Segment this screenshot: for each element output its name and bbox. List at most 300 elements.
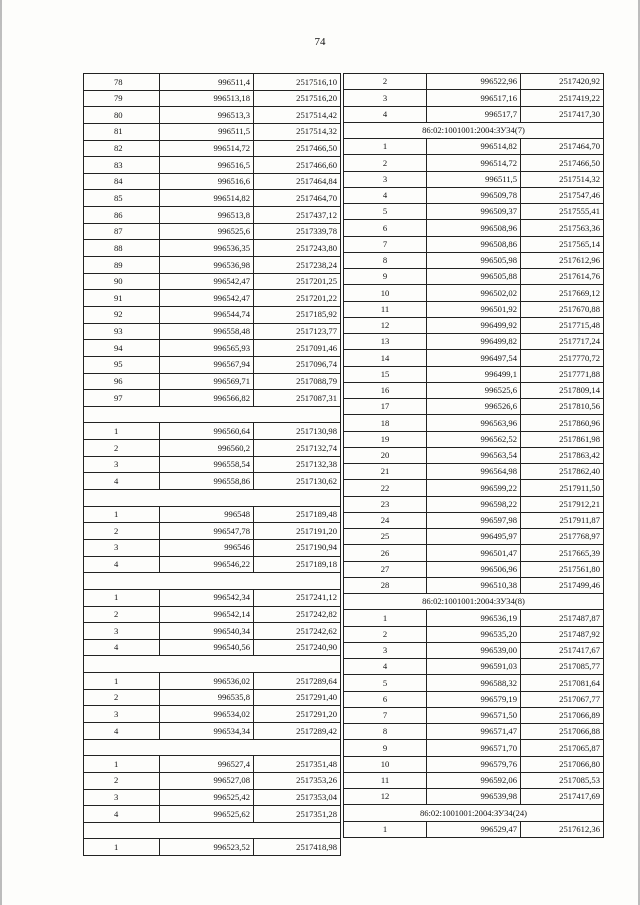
coordinate-row [84, 207, 341, 224]
coordinate-row [344, 772, 604, 788]
y-coordinate-cell: 2517242,82 [254, 606, 341, 623]
point-number-cell: 90 [84, 273, 160, 290]
y-coordinate-cell: 2517132,74 [254, 440, 341, 457]
section-header-row [344, 805, 604, 821]
y-coordinate-cell: 2517240,90 [254, 639, 341, 656]
y-coordinate-cell: 2517420,92 [521, 74, 604, 90]
point-number-cell: 8 [344, 724, 427, 740]
parcel-cadastral-number [84, 490, 341, 507]
coordinate-row [344, 675, 604, 691]
y-coordinate-cell: 2517670,88 [521, 301, 604, 317]
x-coordinate-cell: 996546 [160, 539, 254, 556]
point-number-cell: 81 [84, 123, 160, 140]
y-coordinate-cell: 2517487,92 [521, 626, 604, 642]
x-coordinate-cell: 996526,6 [427, 399, 521, 415]
point-number-cell: 86 [84, 207, 160, 224]
x-coordinate-cell: 996534,34 [160, 722, 254, 739]
point-number-cell: 10 [344, 285, 427, 301]
x-coordinate-cell: 996517,16 [427, 90, 521, 106]
x-coordinate-cell: 996579,19 [427, 691, 521, 707]
y-coordinate-cell: 2517096,74 [254, 356, 341, 373]
parcel-cadastral-number [84, 573, 341, 590]
coordinate-row [344, 269, 604, 285]
y-coordinate-cell: 2517353,26 [254, 772, 341, 789]
coordinate-row [344, 171, 604, 187]
section-header-row [344, 122, 604, 138]
point-number-cell: 94 [84, 340, 160, 357]
point-number-cell: 85 [84, 190, 160, 207]
y-coordinate-cell: 2517669,12 [521, 285, 604, 301]
y-coordinate-cell: 2517201,25 [254, 273, 341, 290]
point-number-cell: 15 [344, 366, 427, 382]
point-number-cell: 10 [344, 756, 427, 772]
point-number-cell: 3 [344, 90, 427, 106]
coordinate-row [344, 415, 604, 431]
x-coordinate-cell: 996510,38 [427, 577, 521, 593]
y-coordinate-cell: 2517464,84 [254, 173, 341, 190]
x-coordinate-cell: 996579,76 [427, 756, 521, 772]
x-coordinate-cell: 996508,86 [427, 236, 521, 252]
point-number-cell: 6 [344, 691, 427, 707]
point-number-cell: 84 [84, 173, 160, 190]
point-number-cell: 1 [84, 756, 160, 773]
section-header-row [84, 490, 341, 507]
y-coordinate-cell: 2517437,12 [254, 207, 341, 224]
y-coordinate-cell: 2517809,14 [521, 382, 604, 398]
coordinate-row [344, 236, 604, 252]
point-number-cell: 8 [344, 252, 427, 268]
y-coordinate-cell: 2517085,77 [521, 659, 604, 675]
point-number-cell: 7 [344, 707, 427, 723]
x-coordinate-cell: 996511,5 [160, 123, 254, 140]
point-number-cell: 2 [84, 440, 160, 457]
point-number-cell: 3 [84, 456, 160, 473]
x-coordinate-cell: 996560,64 [160, 423, 254, 440]
y-coordinate-cell: 2517419,22 [521, 90, 604, 106]
x-coordinate-cell: 996598,22 [427, 496, 521, 512]
x-coordinate-cell: 996525,6 [427, 382, 521, 398]
x-coordinate-cell: 996571,70 [427, 740, 521, 756]
point-number-cell: 27 [344, 561, 427, 577]
y-coordinate-cell: 2517614,76 [521, 269, 604, 285]
y-coordinate-cell: 2517464,70 [521, 139, 604, 155]
y-coordinate-cell: 2517291,40 [254, 689, 341, 706]
point-number-cell: 1 [84, 423, 160, 440]
y-coordinate-cell: 2517514,42 [254, 107, 341, 124]
y-coordinate-cell: 2517123,77 [254, 323, 341, 340]
x-coordinate-cell: 996514,82 [160, 190, 254, 207]
coordinate-row [84, 273, 341, 290]
coordinate-row [84, 539, 341, 556]
coordinate-row [344, 789, 604, 805]
x-coordinate-cell: 996544,74 [160, 306, 254, 323]
x-coordinate-cell: 996509,37 [427, 204, 521, 220]
point-number-cell: 26 [344, 545, 427, 561]
point-number-cell: 4 [344, 106, 427, 122]
y-coordinate-cell: 2517291,20 [254, 706, 341, 723]
x-coordinate-cell: 996513,3 [160, 107, 254, 124]
point-number-cell: 83 [84, 157, 160, 174]
coordinate-row [344, 220, 604, 236]
x-coordinate-cell: 996502,02 [427, 285, 521, 301]
y-coordinate-cell: 2517514,32 [521, 171, 604, 187]
point-number-cell: 28 [344, 577, 427, 593]
coordinate-row [344, 480, 604, 496]
x-coordinate-cell: 996563,96 [427, 415, 521, 431]
x-coordinate-cell: 996571,47 [427, 724, 521, 740]
y-coordinate-cell: 2517351,48 [254, 756, 341, 773]
x-coordinate-cell: 996513,18 [160, 90, 254, 107]
x-coordinate-cell: 996511,4 [160, 74, 254, 91]
point-number-cell: 4 [84, 556, 160, 573]
x-coordinate-cell: 996509,78 [427, 187, 521, 203]
x-coordinate-cell: 996542,47 [160, 273, 254, 290]
y-coordinate-cell: 2517067,77 [521, 691, 604, 707]
coordinate-row [84, 673, 341, 690]
x-coordinate-cell: 996516,6 [160, 173, 254, 190]
x-coordinate-cell: 996501,92 [427, 301, 521, 317]
parcel-cadastral-number [84, 822, 341, 839]
coordinate-row [84, 223, 341, 240]
x-coordinate-cell: 996499,92 [427, 317, 521, 333]
point-number-cell: 1 [84, 506, 160, 523]
coordinate-row [84, 190, 341, 207]
point-number-cell: 82 [84, 140, 160, 157]
coordinate-row [344, 74, 604, 90]
point-number-cell: 2 [344, 626, 427, 642]
parcel-cadastral-number [84, 656, 341, 673]
parcel-cadastral-number: 86:02:1001001:2004:ЗУ34(7) [344, 122, 604, 138]
point-number-cell: 3 [344, 171, 427, 187]
x-coordinate-cell: 996542,47 [160, 290, 254, 307]
coordinate-row [84, 90, 341, 107]
point-number-cell: 4 [344, 659, 427, 675]
coordinate-row [84, 689, 341, 706]
parcel-cadastral-number [84, 739, 341, 756]
parcel-cadastral-number: 86:02:1001001:2004:ЗУ34(8) [344, 594, 604, 610]
y-coordinate-cell: 2517066,89 [521, 707, 604, 723]
coordinate-row [344, 707, 604, 723]
coordinate-row [84, 257, 341, 274]
point-number-cell: 3 [84, 623, 160, 640]
x-coordinate-cell: 996547,78 [160, 523, 254, 540]
coordinate-row [344, 512, 604, 528]
y-coordinate-cell: 2517201,22 [254, 290, 341, 307]
y-coordinate-cell: 2517130,98 [254, 423, 341, 440]
y-coordinate-cell: 2517861,98 [521, 431, 604, 447]
x-coordinate-cell: 996527,08 [160, 772, 254, 789]
x-coordinate-cell: 996591,03 [427, 659, 521, 675]
x-coordinate-cell: 996534,02 [160, 706, 254, 723]
x-coordinate-cell: 996525,42 [160, 789, 254, 806]
y-coordinate-cell: 2517810,56 [521, 399, 604, 415]
coordinate-row [344, 155, 604, 171]
point-number-cell: 80 [84, 107, 160, 124]
x-coordinate-cell: 996499,82 [427, 334, 521, 350]
y-coordinate-cell: 2517466,60 [254, 157, 341, 174]
x-coordinate-cell: 996540,56 [160, 639, 254, 656]
coordinate-row [344, 139, 604, 155]
y-coordinate-cell: 2517563,36 [521, 220, 604, 236]
x-coordinate-cell: 996535,20 [427, 626, 521, 642]
x-coordinate-cell: 996546,22 [160, 556, 254, 573]
coordinate-row [344, 577, 604, 593]
point-number-cell: 23 [344, 496, 427, 512]
point-number-cell: 14 [344, 350, 427, 366]
point-number-cell: 3 [344, 642, 427, 658]
coordinate-row [344, 431, 604, 447]
point-number-cell: 2 [84, 606, 160, 623]
point-number-cell: 1 [84, 839, 160, 856]
coordinate-row [344, 545, 604, 561]
y-coordinate-cell: 2517339,78 [254, 223, 341, 240]
point-number-cell: 17 [344, 399, 427, 415]
coordinate-row [84, 157, 341, 174]
x-coordinate-cell: 996522,96 [427, 74, 521, 90]
y-coordinate-cell: 2517912,21 [521, 496, 604, 512]
coordinate-row [84, 772, 341, 789]
y-coordinate-cell: 2517066,88 [521, 724, 604, 740]
x-coordinate-cell: 996540,34 [160, 623, 254, 640]
x-coordinate-cell: 996517,7 [427, 106, 521, 122]
coordinate-row [84, 140, 341, 157]
x-coordinate-cell: 996529,47 [427, 821, 521, 837]
y-coordinate-cell: 2517130,62 [254, 473, 341, 490]
coordinate-row [344, 106, 604, 122]
coordinate-row [84, 589, 341, 606]
point-number-cell: 11 [344, 301, 427, 317]
y-coordinate-cell: 2517289,42 [254, 722, 341, 739]
point-number-cell: 4 [84, 722, 160, 739]
coordinate-row [84, 623, 341, 640]
coordinate-row [84, 373, 341, 390]
coordinate-row [344, 610, 604, 626]
y-coordinate-cell: 2517087,31 [254, 390, 341, 407]
point-number-cell: 2 [84, 689, 160, 706]
point-number-cell: 9 [344, 269, 427, 285]
parcel-cadastral-number [84, 406, 341, 423]
y-coordinate-cell: 2517565,14 [521, 236, 604, 252]
point-number-cell: 97 [84, 390, 160, 407]
x-coordinate-cell: 996536,98 [160, 257, 254, 274]
x-coordinate-cell: 996495,97 [427, 529, 521, 545]
x-coordinate-cell: 996514,72 [160, 140, 254, 157]
y-coordinate-cell: 2517132,38 [254, 456, 341, 473]
point-number-cell: 12 [344, 789, 427, 805]
point-number-cell: 93 [84, 323, 160, 340]
y-coordinate-cell: 2517499,46 [521, 577, 604, 593]
y-coordinate-cell: 2517241,12 [254, 589, 341, 606]
coordinate-row [344, 821, 604, 837]
coordinate-row [344, 204, 604, 220]
coordinate-row [84, 606, 341, 623]
coordinate-row [344, 659, 604, 675]
point-number-cell: 2 [84, 772, 160, 789]
x-coordinate-cell: 996558,54 [160, 456, 254, 473]
point-number-cell: 7 [344, 236, 427, 252]
page-number: 74 [314, 36, 326, 48]
y-coordinate-cell: 2517862,40 [521, 464, 604, 480]
coordinate-row [344, 399, 604, 415]
coordinate-row [344, 90, 604, 106]
coordinate-row [84, 456, 341, 473]
x-coordinate-cell: 996566,82 [160, 390, 254, 407]
x-coordinate-cell: 996516,5 [160, 157, 254, 174]
y-coordinate-cell: 2517289,64 [254, 673, 341, 690]
point-number-cell: 3 [84, 706, 160, 723]
coordinate-row [344, 317, 604, 333]
coordinate-row [84, 340, 341, 357]
coordinate-row [344, 252, 604, 268]
coordinate-row [344, 382, 604, 398]
coordinate-row [84, 806, 341, 823]
y-coordinate-cell: 2517612,36 [521, 821, 604, 837]
coordinates-table-left [83, 73, 341, 856]
point-number-cell: 96 [84, 373, 160, 390]
y-coordinate-cell: 2517514,32 [254, 123, 341, 140]
x-coordinate-cell: 996539,00 [427, 642, 521, 658]
point-number-cell: 92 [84, 306, 160, 323]
point-number-cell: 11 [344, 772, 427, 788]
x-coordinate-cell: 996548 [160, 506, 254, 523]
y-coordinate-cell: 2517418,98 [254, 839, 341, 856]
y-coordinate-cell: 2517464,70 [254, 190, 341, 207]
x-coordinate-cell: 996523,52 [160, 839, 254, 856]
point-number-cell: 12 [344, 317, 427, 333]
x-coordinate-cell: 996497,54 [427, 350, 521, 366]
point-number-cell: 3 [84, 539, 160, 556]
coordinate-row [344, 642, 604, 658]
point-number-cell: 5 [344, 675, 427, 691]
section-header-row [84, 573, 341, 590]
y-coordinate-cell: 2517770,72 [521, 350, 604, 366]
point-number-cell: 1 [344, 610, 427, 626]
x-coordinate-cell: 996499,1 [427, 366, 521, 382]
y-coordinate-cell: 2517189,48 [254, 506, 341, 523]
section-header-row [84, 406, 341, 423]
point-number-cell: 19 [344, 431, 427, 447]
coordinate-row [84, 789, 341, 806]
x-coordinate-cell: 996536,02 [160, 673, 254, 690]
y-coordinate-cell: 2517487,87 [521, 610, 604, 626]
y-coordinate-cell: 2517612,96 [521, 252, 604, 268]
x-coordinate-cell: 996506,96 [427, 561, 521, 577]
y-coordinate-cell: 2517911,50 [521, 480, 604, 496]
section-header-row [84, 739, 341, 756]
y-coordinate-cell: 2517417,30 [521, 106, 604, 122]
coordinate-row [84, 306, 341, 323]
point-number-cell: 13 [344, 334, 427, 350]
point-number-cell: 2 [84, 523, 160, 540]
section-header-row [344, 594, 604, 610]
x-coordinate-cell: 996569,71 [160, 373, 254, 390]
x-coordinate-cell: 996536,35 [160, 240, 254, 257]
coordinate-row [344, 740, 604, 756]
x-coordinate-cell: 996560,2 [160, 440, 254, 457]
point-number-cell: 16 [344, 382, 427, 398]
y-coordinate-cell: 2517665,39 [521, 545, 604, 561]
y-coordinate-cell: 2517191,20 [254, 523, 341, 540]
x-coordinate-cell: 996562,52 [427, 431, 521, 447]
x-coordinate-cell: 996558,48 [160, 323, 254, 340]
point-number-cell: 6 [344, 220, 427, 236]
point-number-cell: 1 [84, 589, 160, 606]
scan-edge-left [0, 0, 2, 905]
coordinates-table-right [343, 73, 604, 838]
coordinate-row [344, 366, 604, 382]
x-coordinate-cell: 996563,54 [427, 447, 521, 463]
point-number-cell: 95 [84, 356, 160, 373]
x-coordinate-cell: 996542,34 [160, 589, 254, 606]
x-coordinate-cell: 996511,5 [427, 171, 521, 187]
coordinate-row [344, 496, 604, 512]
point-number-cell: 21 [344, 464, 427, 480]
y-coordinate-cell: 2517085,53 [521, 772, 604, 788]
point-number-cell: 24 [344, 512, 427, 528]
coordinate-row [84, 173, 341, 190]
coordinate-row [84, 74, 341, 91]
y-coordinate-cell: 2517547,46 [521, 187, 604, 203]
x-coordinate-cell: 996514,72 [427, 155, 521, 171]
x-coordinate-cell: 996564,98 [427, 464, 521, 480]
coordinate-row [84, 722, 341, 739]
x-coordinate-cell: 996599,22 [427, 480, 521, 496]
x-coordinate-cell: 996571,50 [427, 707, 521, 723]
y-coordinate-cell: 2517715,48 [521, 317, 604, 333]
coordinate-row [344, 561, 604, 577]
x-coordinate-cell: 996535,8 [160, 689, 254, 706]
y-coordinate-cell: 2517243,80 [254, 240, 341, 257]
x-coordinate-cell: 996513,8 [160, 207, 254, 224]
point-number-cell: 1 [84, 673, 160, 690]
coordinate-row [84, 123, 341, 140]
point-number-cell: 78 [84, 74, 160, 91]
coordinate-row [84, 390, 341, 407]
x-coordinate-cell: 996542,14 [160, 606, 254, 623]
x-coordinate-cell: 996588,32 [427, 675, 521, 691]
point-number-cell: 4 [84, 639, 160, 656]
point-number-cell: 1 [344, 821, 427, 837]
coordinate-row [344, 529, 604, 545]
y-coordinate-cell: 2517353,04 [254, 789, 341, 806]
coordinate-row [344, 301, 604, 317]
coordinate-row [84, 356, 341, 373]
coordinate-row [84, 706, 341, 723]
coordinate-row [84, 506, 341, 523]
coordinate-row [84, 240, 341, 257]
y-coordinate-cell: 2517066,80 [521, 756, 604, 772]
coordinate-row [84, 440, 341, 457]
coordinate-row [344, 691, 604, 707]
point-number-cell: 79 [84, 90, 160, 107]
point-number-cell: 25 [344, 529, 427, 545]
x-coordinate-cell: 996505,88 [427, 269, 521, 285]
coordinate-row [84, 107, 341, 124]
y-coordinate-cell: 2517466,50 [254, 140, 341, 157]
coordinate-row [84, 473, 341, 490]
point-number-cell: 2 [344, 155, 427, 171]
x-coordinate-cell: 996514,82 [427, 139, 521, 155]
coordinate-row [344, 724, 604, 740]
y-coordinate-cell: 2517190,94 [254, 539, 341, 556]
y-coordinate-cell: 2517065,87 [521, 740, 604, 756]
coordinate-row [84, 839, 341, 856]
coordinate-row [84, 756, 341, 773]
point-number-cell: 91 [84, 290, 160, 307]
y-coordinate-cell: 2517717,24 [521, 334, 604, 350]
y-coordinate-cell: 2517417,67 [521, 642, 604, 658]
coordinate-row [344, 626, 604, 642]
